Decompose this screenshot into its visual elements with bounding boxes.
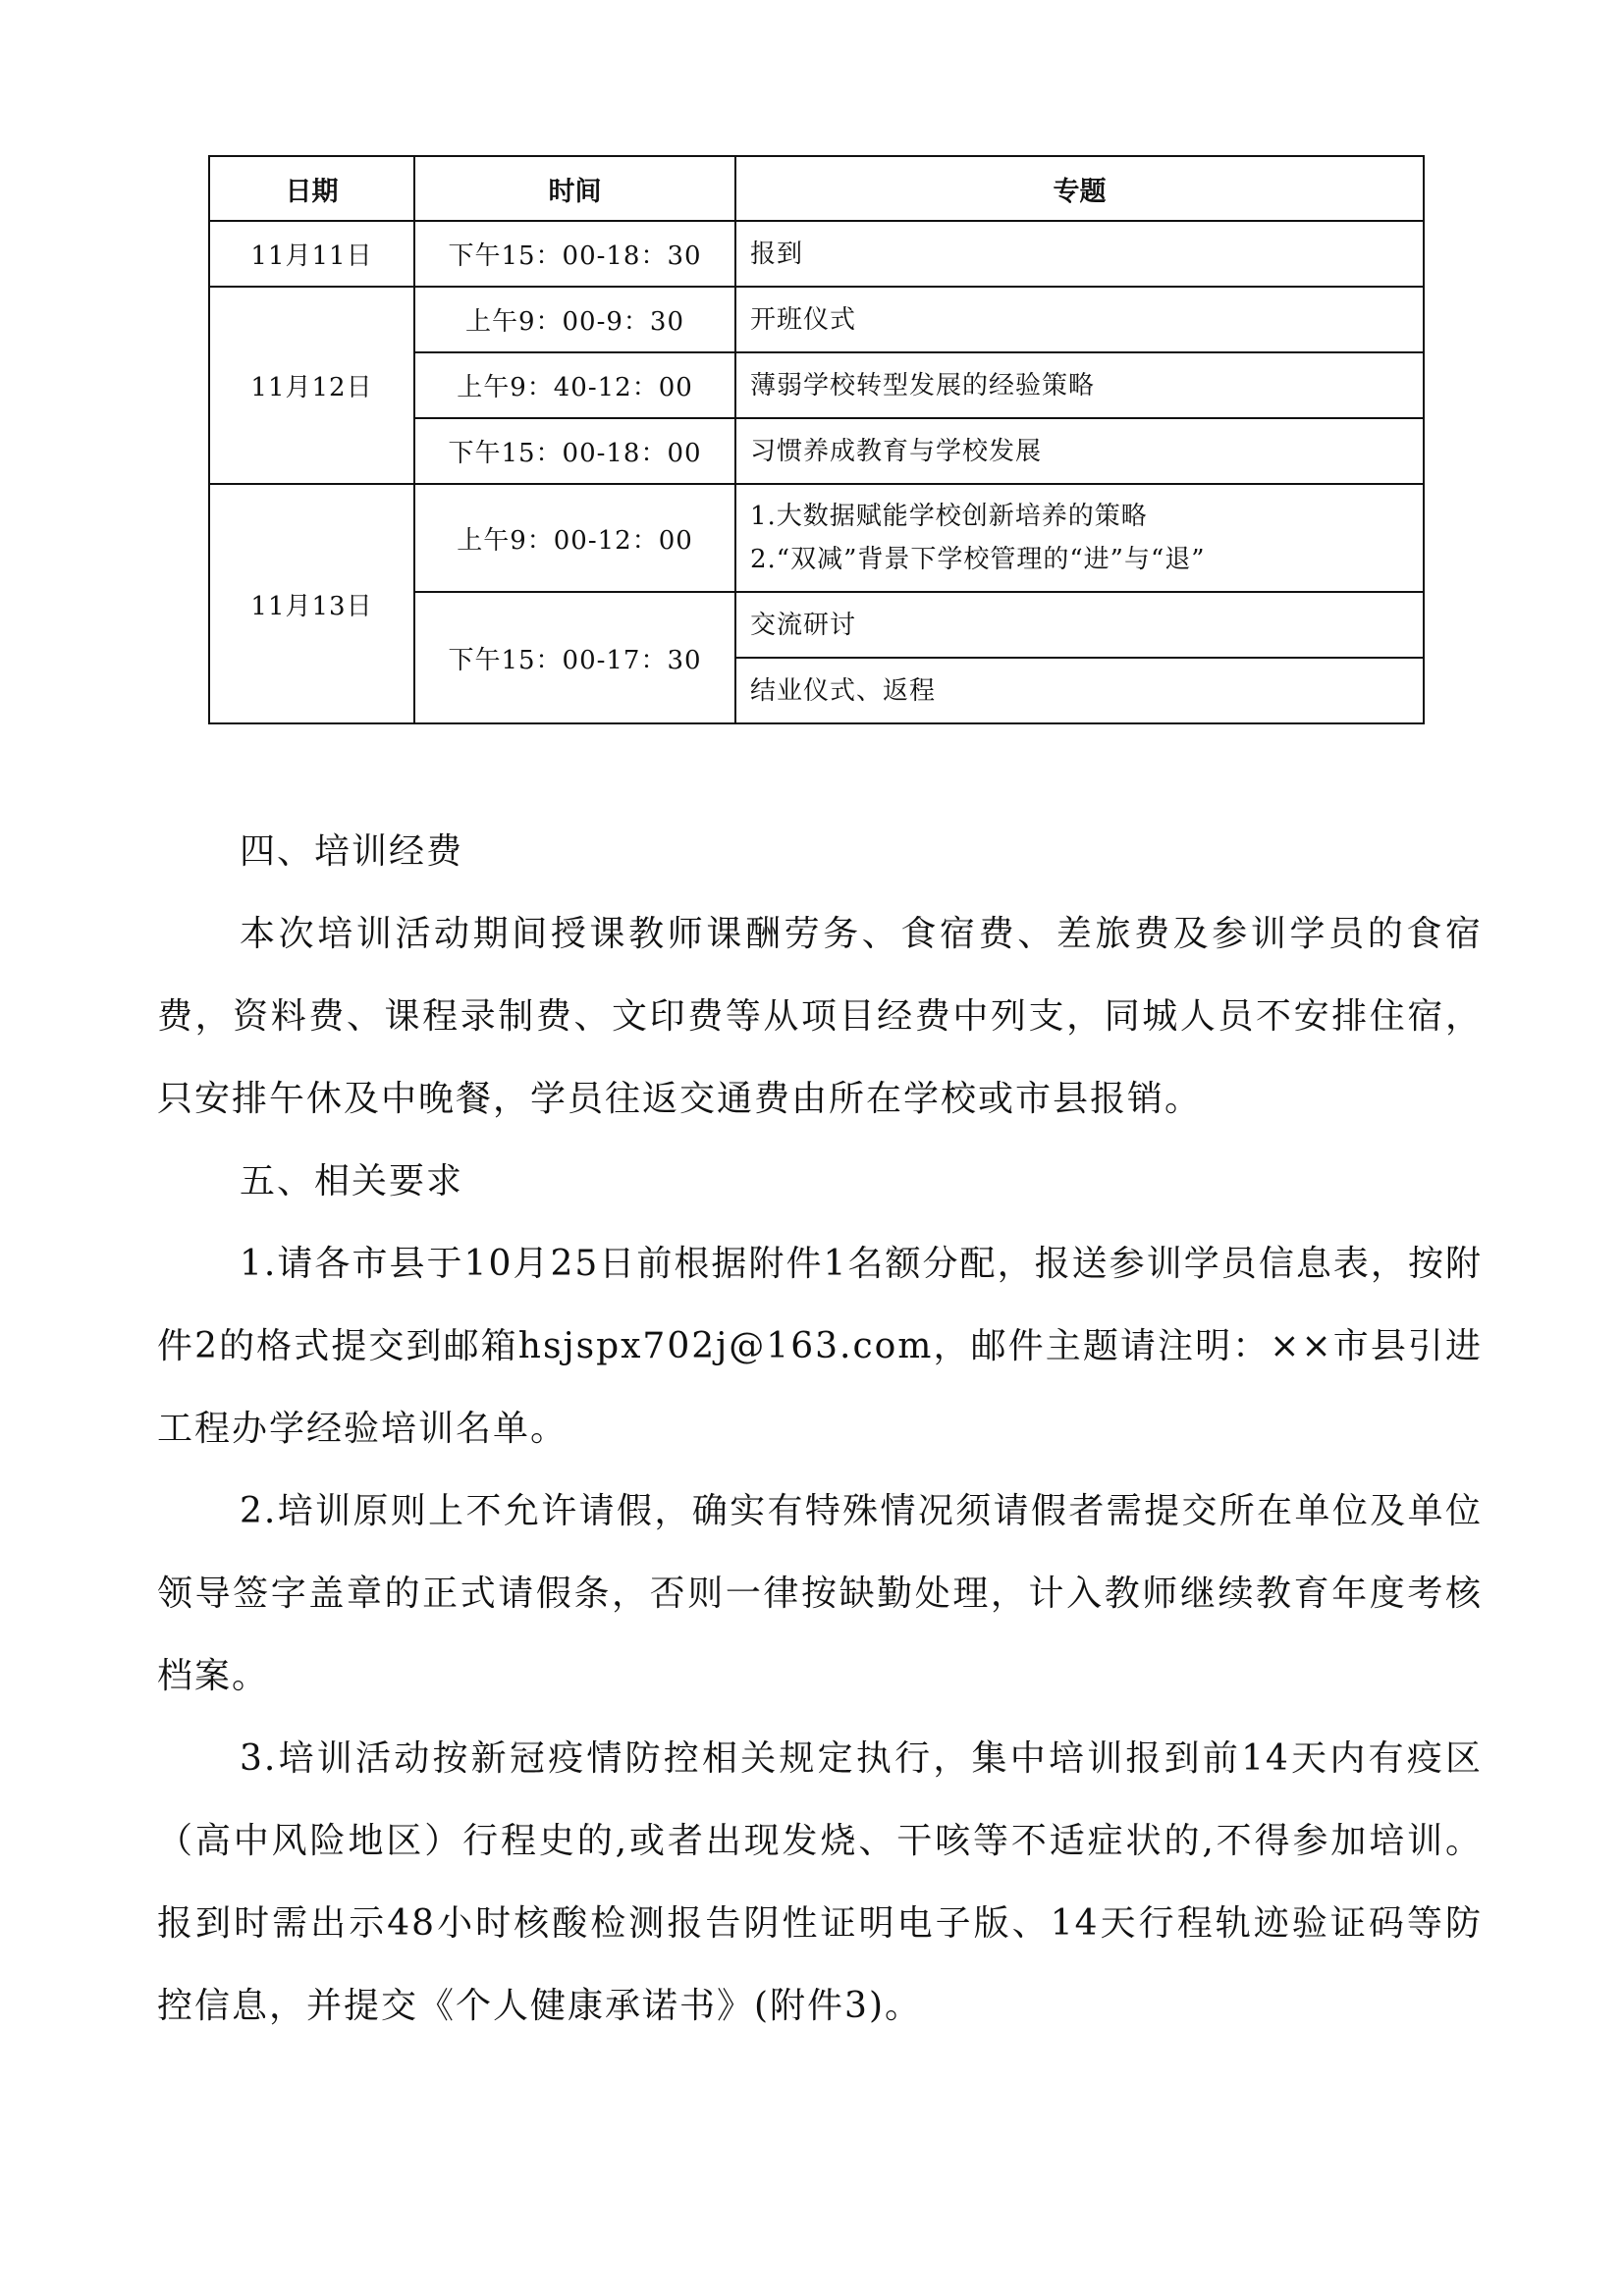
date-cell: 11月11日 [209,221,414,287]
date-cell: 11月13日 [209,484,414,723]
time-cell: 下午15：00-18：30 [414,221,735,287]
header-time: 时间 [414,156,735,221]
section-5-body [157,1223,1483,2048]
requirement-3: 3.培训活动按新冠疫情防控相关规定执行，集中培训报到前14天内有疫区（高中风险地区）行程史的,或者出现发烧、干咳等不适症状的,不得参加培训。报到时需出示48小时核酸检测报告阴性证明电子版、14天行程轨迹验证码等防控信息，并提交《个人健康承诺书》(附件3)。 [157,1738,1483,2026]
section-5-heading-block [157,1141,1483,1223]
topic-line: 开班仪式 [750,304,857,335]
section-4-body [157,893,1483,1141]
table-row [209,221,1424,287]
topic-line: 2.“双减”背景下学校管理的“进”与“退” [750,545,1206,574]
topic-line: 1.大数据赋能学校创新培养的策略 [750,502,1148,531]
topic-line: 习惯养成教育与学校发展 [750,436,1043,466]
topic-cell [735,221,1424,287]
schedule-table [208,155,1425,724]
requirement-1: 1.请各市县于10月25日前根据附件1名额分配，报送参训学员信息表，按附件2的格式提交到邮箱hsjspx702j@163.com，邮件主题请注明：××市县引进工程办学经验培训名单。 [157,1244,1483,1449]
table-row [209,287,1424,352]
date-cell: 11月12日 [209,287,414,484]
section-4-heading: 四、培训经费 [240,831,464,872]
time-cell: 上午9：00-9：30 [414,287,735,352]
topic-line: 交流研讨 [750,610,857,640]
section-5-heading: 五、相关要求 [240,1161,464,1201]
topic-cell [735,287,1424,352]
time-cell: 下午15：00-18：00 [414,418,735,484]
requirement-2: 2.培训原则上不允许请假，确实有特殊情况须请假者需提交所在单位及单位领导签字盖章的正式请假条，否则一律按缺勤处理，计入教师继续教育年度考核档案。 [157,1491,1483,1696]
header-topic: 专题 [735,156,1424,221]
section-4-paragraph: 本次培训活动期间授课教师课酬劳务、食宿费、差旅费及参训学员的食宿费，资料费、课程录制费、文印费等从项目经费中列支，同城人员不安排住宿，只安排午休及中晚餐，学员往返交通费由所在学校或市县报销。 [157,914,1483,1119]
time-cell: 下午15：00-17：30 [414,592,735,723]
table-row [209,484,1424,592]
time-cell: 上午9：40-12：00 [414,352,735,418]
topic-cell [735,592,1424,658]
section-4-heading-block [157,811,1483,893]
time-cell: 上午9：00-12：00 [414,484,735,592]
topic-cell [735,418,1424,484]
header-date: 日期 [209,156,414,221]
topic-line: 薄弱学校转型发展的经验策略 [750,370,1096,400]
topic-line: 结业仪式、返程 [750,675,937,706]
topic-cell [735,658,1424,723]
topic-cell [735,352,1424,418]
topic-line: 报到 [750,239,804,269]
topic-cell [735,484,1424,592]
table-header-row [209,156,1424,221]
